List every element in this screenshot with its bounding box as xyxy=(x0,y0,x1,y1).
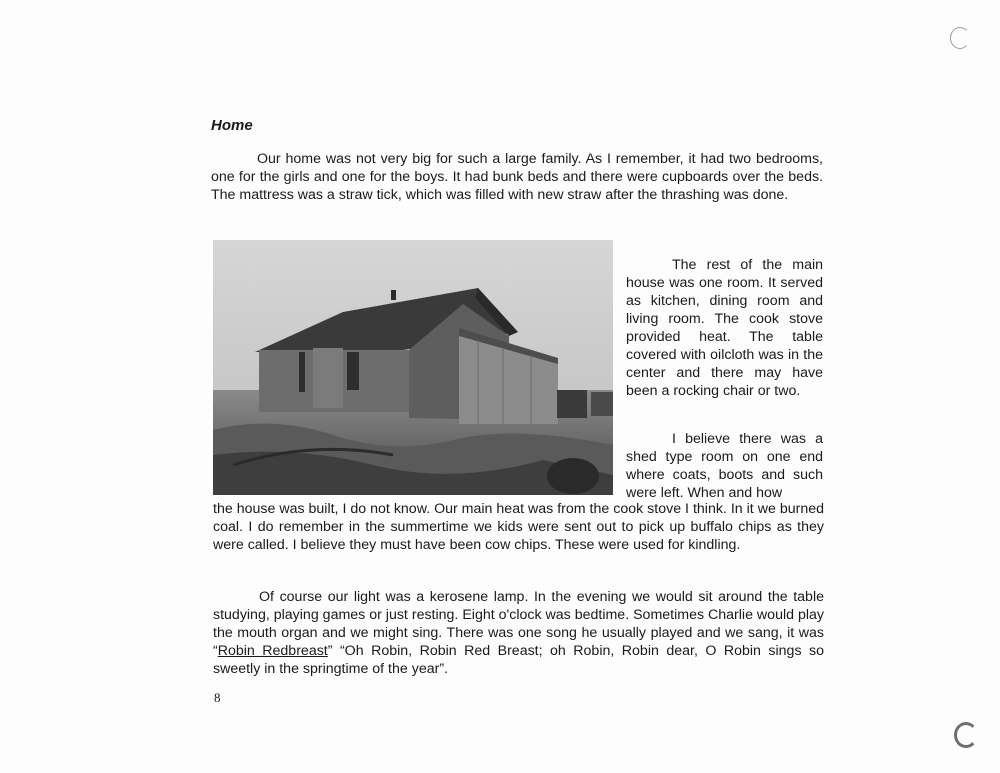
house-photo xyxy=(213,240,613,495)
paragraph-heat: the house was built, I do not know. Our main heat was from the cook stove I think. In it we burned coal. I do remember in the summertime we kids were sent out to pick up buffalo chips as they were called. I believe they must have been cow chips. These were used for kindling. xyxy=(213,501,824,553)
punch-hole-mark xyxy=(954,722,978,748)
section-heading: Home xyxy=(211,117,253,134)
paragraph-evenings-end: ” “Oh Robin, Robin Red Breast; oh Robin, Robin dear, O Robin sings so sweetly in the springtime of the year”. xyxy=(213,643,825,677)
house-photo-image xyxy=(213,240,613,495)
paragraph-evenings-start: Of course our light was a kerosene lamp. In the evening we would sit around the table studying, playing games or just resting. Eight o'clock was bedtime. Sometimes Charlie would play the mouth organ and we might sing. There was one song he usually played and we sang, it was “ xyxy=(213,589,824,659)
paragraph-evenings xyxy=(213,588,824,678)
punch-hole-mark xyxy=(950,27,970,49)
paragraph-main-room: The rest of the main house was one room. It served as kitchen, dining room and living room. The cook stove provided heat. The table covered with oilcloth was in the center and there may have been a rocking chair or two. xyxy=(626,257,823,399)
page-number: 8 xyxy=(214,690,221,705)
paragraph-shed-room: I believe there was a shed type room on one end where coats, boots and such were left. When and how xyxy=(626,431,823,501)
paragraph-intro: Our home was not very big for such a large family. As I remember, it had two bedrooms, one for the girls and one for the boys. It had bunk beds and there were cupboards over the beds. The mattress was a straw tick, which was filled with new straw after the thrashing was done. xyxy=(211,151,823,203)
song-title: Robin Redbreast xyxy=(217,643,328,659)
